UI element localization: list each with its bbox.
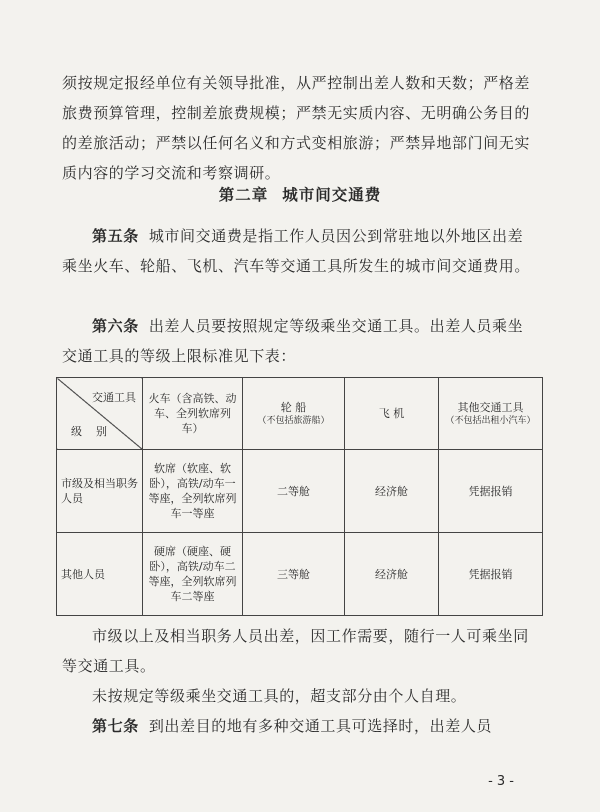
header-ship	[243, 378, 345, 450]
paragraph-overspend: 未按规定等级乘坐交通工具的，超支部分由个人自理。	[92, 687, 467, 705]
header-other-note: （不包括出租小汽车）	[445, 415, 536, 426]
article-6	[62, 311, 538, 371]
article-5-number: 第五条	[92, 227, 139, 245]
corner-label-transport: 交通工具	[92, 391, 136, 404]
article-7-text: 到出差目的地有多种交通工具可选择时，出差人员	[148, 717, 493, 735]
chapter-title: 城市间交通费	[282, 186, 382, 204]
article-6-number: 第六条	[92, 317, 139, 335]
header-ship-note: （不包括旅游船）	[257, 415, 330, 426]
chapter-number: 第二章	[218, 186, 269, 204]
page-number: - 3 -	[488, 774, 514, 789]
header-other-label: 其他交通工具	[457, 400, 524, 414]
row-other: 凭据报销	[439, 533, 543, 616]
header-other	[439, 378, 543, 450]
row-train: 硬席（硬座、硬卧），高铁/动车二等座，全列软席列车二等座	[143, 533, 243, 616]
article-5-text: 城市间交通费是指工作人员因公到常驻地以外地区出差乘坐火车、轮船、飞机、汽车等交通工具所发生的城市间交通费用。	[62, 227, 531, 275]
table-row	[57, 450, 543, 533]
paragraph-accompany: 市级以上及相当职务人员出差，因工作需要，随行一人可乘坐同等交通工具。	[62, 627, 529, 675]
article-5	[62, 221, 538, 281]
header-ship-label: 轮 船	[280, 400, 307, 414]
row-plane: 经济舱	[345, 450, 439, 533]
row-level: 市级及相当职务人员	[57, 450, 143, 533]
row-plane: 经济舱	[345, 533, 439, 616]
header-train: 火车（含高铁、动车、全列软席列车）	[143, 378, 243, 450]
article-7	[62, 711, 538, 741]
table-corner-cell	[57, 378, 143, 450]
article-7-number: 第七条	[92, 717, 139, 735]
transport-standard-table	[56, 377, 543, 616]
row-train: 软席（软座、软卧），高铁/动车一等座，全列软席列车一等座	[143, 450, 243, 533]
article-6-text: 出差人员要按照规定等级乘坐交通工具。出差人员乘坐交通工具的等级上限标准见下表：	[62, 317, 524, 365]
paragraph-continued: 须按规定报经单位有关领导批准，从严控制出差人数和天数；严格差旅费预算管理，控制差旅费规模；严禁无实质内容、无明确公务目的的差旅活动；严禁以任何名义和方式变相旅游；严禁异地部门间无实质内容的学习交流和考察调研。	[62, 74, 531, 182]
row-ship: 三等舱	[243, 533, 345, 616]
chapter-heading	[0, 183, 600, 205]
table-header-row	[57, 378, 543, 450]
table-row	[57, 533, 543, 616]
corner-label-level: 级别	[71, 425, 121, 438]
row-ship: 二等舱	[243, 450, 345, 533]
header-plane: 飞 机	[345, 378, 439, 450]
row-level: 其他人员	[57, 533, 143, 616]
row-other: 凭据报销	[439, 450, 543, 533]
